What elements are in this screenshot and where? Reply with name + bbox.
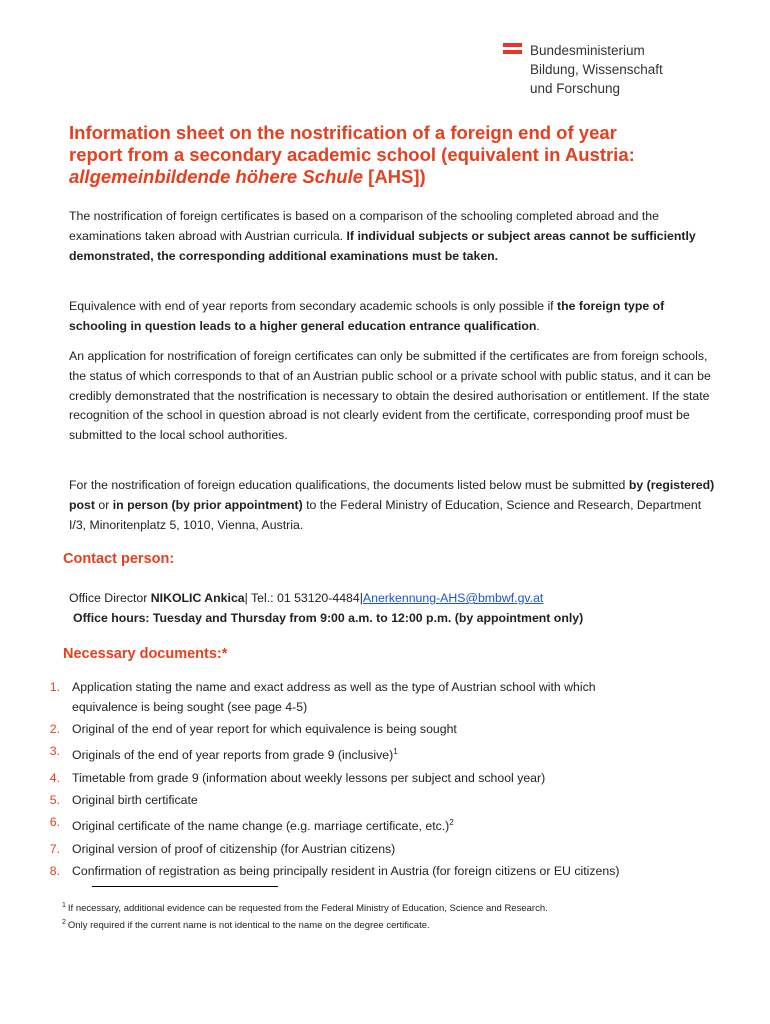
contact-email-link[interactable]: Anerkennung-AHS@bmbwf.gv.at xyxy=(362,591,544,605)
list-item-number: 5 . xyxy=(40,791,60,811)
list-item-number: 1 . xyxy=(40,678,60,698)
p4-bold-person: in person (by prior appointment) xyxy=(112,497,303,512)
list-item xyxy=(40,840,740,860)
footnote-1-mark: 1 xyxy=(62,902,66,909)
list-item-text: Original version of proof of citizenship (for Austrian citizens) xyxy=(72,841,396,856)
page-title xyxy=(69,122,729,188)
documents-list xyxy=(40,678,740,884)
list-item xyxy=(40,678,740,718)
footnote-2 xyxy=(62,919,430,931)
intro-paragraph-2 xyxy=(69,297,719,337)
list-item-number: 8 . xyxy=(40,862,60,882)
footnote-2-text: Only required if the current name is not identical to the name on the degree certificate. xyxy=(67,920,430,932)
list-item-number: 4 . xyxy=(40,769,60,789)
p2-end: . xyxy=(536,318,540,333)
p2-text: Equivalence with end of year reports from secondary academic schools is only possible if xyxy=(69,299,558,313)
contact-line xyxy=(69,589,719,609)
intro-paragraph-1 xyxy=(69,207,719,266)
ministry-line-2: Bildung, Wissenschaft xyxy=(530,62,663,77)
list-item-text: Timetable from grade 9 (information about weekly lessons per subject and school year) xyxy=(72,770,546,785)
p4-bold-post: by (registered) post xyxy=(69,478,715,512)
office-hours-text: Office hours: Tuesday and Thursday from 9:00 a.m. to 12:00 p.m. (by appointment only) xyxy=(73,611,584,625)
list-item xyxy=(40,742,740,766)
p4-text-a: For the nostrification of foreign education qualifications, the documents listed below must be submitted xyxy=(69,478,629,492)
list-item-number: 2 . xyxy=(40,720,60,740)
list-item xyxy=(40,791,740,811)
list-item-text: Original of the end of year report for which equivalence is being sought xyxy=(72,722,457,737)
footnote-1-text: If necessary, additional evidence can be requested from the Federal Ministry of Education, Science and Research. xyxy=(67,903,548,915)
title-line-3 xyxy=(69,166,729,188)
list-item-text: Originals of the end of year reports from grade 9 (inclusive) xyxy=(72,748,394,763)
title-line-1: Information sheet on the nostrification of a foreign end of year xyxy=(69,122,617,143)
contact-name: NIKOLIC Ankica xyxy=(150,591,245,605)
contact-tel: | Tel.: 01 53120-4484| xyxy=(244,591,363,605)
list-item-text: Application stating the name and exact address as well as the type of Austrian school with which xyxy=(72,680,596,694)
intro-paragraph-3: An application for nostrification of foreign certificates can only be submitted if the certificates are from foreign schools, the status of which corresponds to that of an Austrian public school or a private school with public status, and it can be credibly demonstrated that the nostrification is necessary to obtain the desired authorisation or entitlement. If the state recognition of the school in question abroad is not clearly evident from the certificate, corresponding proof must be submitted to the local school authorities. xyxy=(69,349,711,443)
list-item xyxy=(40,769,740,789)
contact-prefix: Office Director xyxy=(69,591,151,605)
list-item xyxy=(40,813,740,837)
footnote-2-mark: 2 xyxy=(62,919,66,926)
list-item-text-continued: equivalence is being sought (see page 4-5) xyxy=(72,699,308,714)
list-item-text: Confirmation of registration as being principally resident in Austria (for foreign citizens or EU citizens) xyxy=(72,864,620,879)
p4-text-e: to the Federal Ministry of Education, Science and Research, Department I/3, Minoritenplatz 5, 1010, Vienna, Austria. xyxy=(69,497,702,532)
intro-paragraph-4 xyxy=(69,476,719,535)
austria-flag-icon xyxy=(503,43,522,54)
ministry-line-1: Bundesministerium xyxy=(530,43,645,58)
ministry-line-3: und Forschung xyxy=(530,81,621,96)
list-item xyxy=(40,862,740,882)
list-item-text: Original certificate of the name change (e.g. marriage certificate, etc.) xyxy=(72,819,450,834)
p2-bold: the foreign type of schooling in question leads to a higher general education entrance qualification xyxy=(69,299,665,333)
list-item xyxy=(40,720,740,740)
office-hours xyxy=(73,609,723,629)
list-item-number: 7 . xyxy=(40,840,60,860)
p1-text: The nostrification of foreign certificates is based on a comparison of the schooling completed abroad and the examinations taken abroad with Austrian curricula. xyxy=(69,209,659,243)
title-line-3-rest: [AHS]) xyxy=(363,166,426,187)
p4-text-c: or xyxy=(94,497,113,512)
footnote-divider xyxy=(92,886,278,887)
list-item-text: Original birth certificate xyxy=(72,793,198,808)
ministry-name xyxy=(530,41,663,98)
title-italic: allgemeinbildende höhere Schule xyxy=(69,166,364,187)
list-item-footnote-ref: 1 xyxy=(393,747,398,757)
documents-heading: Necessary documents:* xyxy=(63,646,228,662)
list-item-number: 3 . xyxy=(40,742,60,762)
title-line-2: report from a secondary academic school (equivalent in Austria: xyxy=(69,144,635,165)
contact-heading: Contact person: xyxy=(63,551,175,567)
list-item-footnote-ref: 2 xyxy=(449,818,454,828)
p1-bold: If individual subjects or subject areas cannot be sufficiently demonstrated, the corresponding additional examinations must be taken. xyxy=(69,228,696,263)
footnote-1 xyxy=(62,902,548,914)
list-item-number: 6 . xyxy=(40,813,60,833)
